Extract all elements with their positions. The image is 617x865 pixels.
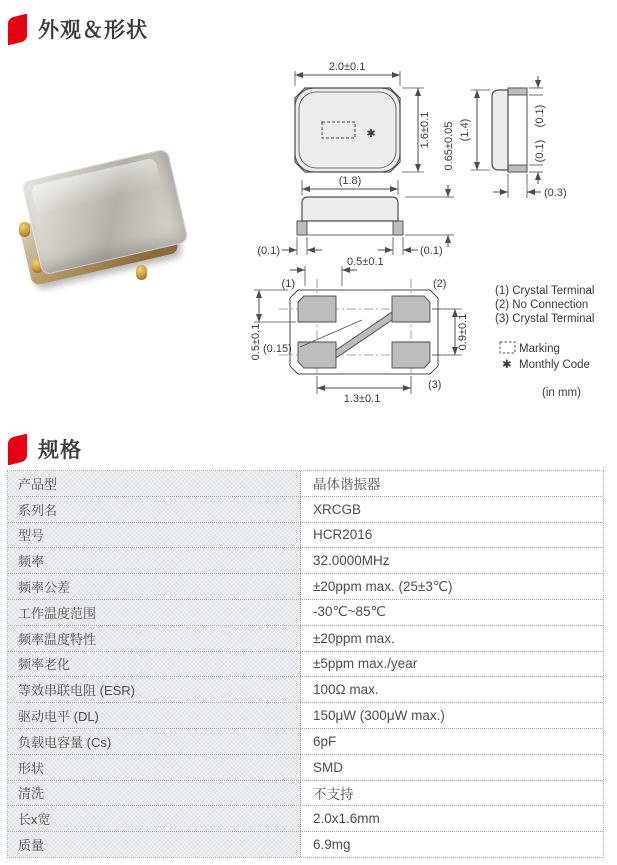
legend-monthly-code-symbol: ✱: [502, 359, 512, 371]
legend-pin2: (2) No Connection: [495, 299, 589, 311]
spec-label-cell: 清洗: [8, 781, 301, 806]
spec-value-cell: 100Ω max.: [301, 677, 603, 702]
dim-bottom-terminal: (0.1): [534, 139, 546, 163]
spec-label-cell: 频率公差: [8, 574, 301, 599]
pin3-label: (3): [428, 379, 442, 391]
legend-pin1: (1) Crystal Terminal: [495, 285, 595, 297]
table-row: [8, 548, 603, 574]
dim-right-terminal: (0.1): [420, 245, 443, 257]
dim-side-height: (1.4): [459, 118, 471, 142]
front-view-outline: [302, 197, 398, 221]
pin2-label: (2): [433, 278, 447, 290]
section-marker-icon: [8, 13, 27, 45]
spec-label-cell: 频率温度特性: [8, 626, 301, 651]
spec-value-cell: 晶体谐振器: [301, 471, 603, 496]
crystal-connection-trace: [336, 312, 392, 358]
spec-label-cell: 频率老化: [8, 652, 301, 677]
top-view-outline: [295, 88, 400, 172]
table-row: [8, 677, 603, 703]
spec-value-cell: ±5ppm max./year: [301, 652, 603, 677]
monthly-code-symbol: ✱: [366, 128, 376, 140]
spec-label-cell: 等效串联电阻 (ESR): [8, 677, 301, 702]
spec-table: [7, 470, 604, 858]
dim-body-width: (1.8): [338, 175, 362, 187]
dim-top-width: 2.0±0.1: [328, 61, 366, 73]
spec-value-cell: ±20ppm max. (25±3℃): [301, 574, 603, 599]
spec-label-cell: 长x宽: [8, 806, 301, 831]
legend-unit-note: (in mm): [542, 387, 581, 399]
product-photo: [18, 162, 190, 290]
table-row: [8, 832, 603, 857]
gold-terminal: [136, 265, 147, 280]
dim-depth: (0.3): [544, 187, 567, 199]
spec-label-cell: 形状: [8, 755, 301, 780]
spec-value-cell: 6.9mg: [301, 832, 603, 857]
table-row: [8, 729, 603, 755]
table-row: [8, 703, 603, 729]
legend-marking: Marking: [519, 343, 560, 355]
spec-label-cell: 频率: [8, 548, 301, 573]
dim-pad-width: 0.5±0.1: [347, 256, 384, 268]
table-row: [8, 600, 603, 626]
table-row: [8, 652, 603, 678]
dim-pad-pitch-v: 0.9±0.1: [457, 313, 469, 351]
legend-pin3: (3) Crystal Terminal: [495, 313, 595, 325]
dim-left-terminal: (0.1): [257, 245, 280, 257]
spec-section-header: [8, 434, 82, 464]
legend-monthly-code: Monthly Code: [519, 359, 590, 371]
technical-drawing: [250, 58, 617, 408]
side-view-lid: [492, 90, 508, 170]
spec-label-cell: 产品型: [8, 471, 301, 496]
dim-thickness: 0.65±0.05: [443, 121, 455, 171]
spec-section-title: 规格: [38, 439, 82, 462]
product-photo-lid: [21, 148, 189, 275]
spec-value-cell: HCR2016: [301, 523, 603, 548]
spec-value-cell: ±20ppm max.: [301, 626, 603, 651]
appearance-section-header: [8, 14, 148, 44]
dim-pad-gap: (0.15): [263, 343, 292, 355]
spec-value-cell: SMD: [301, 755, 603, 780]
spec-label-cell: 负载电容量 (Cs): [8, 729, 301, 754]
table-row: [8, 523, 603, 549]
spec-value-cell: 150μW (300μW max.): [301, 703, 603, 728]
spec-value-cell: 32.0000MHz: [301, 548, 603, 573]
dim-pad-pitch-h: 1.3±0.1: [343, 393, 381, 405]
spec-value-cell: 6pF: [301, 729, 603, 754]
table-row: [8, 471, 603, 497]
gold-terminal: [19, 222, 30, 237]
section-marker-icon: [8, 433, 27, 465]
spec-value-cell: 不支持: [301, 781, 603, 806]
dim-top-terminal: (0.1): [534, 104, 546, 128]
table-row: [8, 755, 603, 781]
spec-value-cell: -30℃~85℃: [301, 600, 603, 625]
appearance-section-title: 外观＆形状: [38, 19, 148, 42]
table-row: [8, 497, 603, 523]
spec-label-cell: 系列名: [8, 497, 301, 522]
pin1-label: (1): [281, 278, 295, 290]
spec-label-cell: 工作温度范围: [8, 600, 301, 625]
spec-label-cell: 型号: [8, 523, 301, 548]
dim-pad-height: 0.5±0.1: [250, 323, 262, 361]
spec-value-cell: 2.0x1.6mm: [301, 806, 603, 831]
dim-top-height: 1.6±0.1: [419, 111, 431, 149]
table-row: [8, 781, 603, 807]
table-row: [8, 574, 603, 600]
spec-value-cell: XRCGB: [301, 497, 603, 522]
legend-marking-box-icon: [500, 342, 515, 353]
spec-label-cell: 驱动电平 (DL): [8, 703, 301, 728]
spec-label-cell: 质量: [8, 832, 301, 857]
table-row: [8, 626, 603, 652]
table-row: [8, 806, 603, 832]
